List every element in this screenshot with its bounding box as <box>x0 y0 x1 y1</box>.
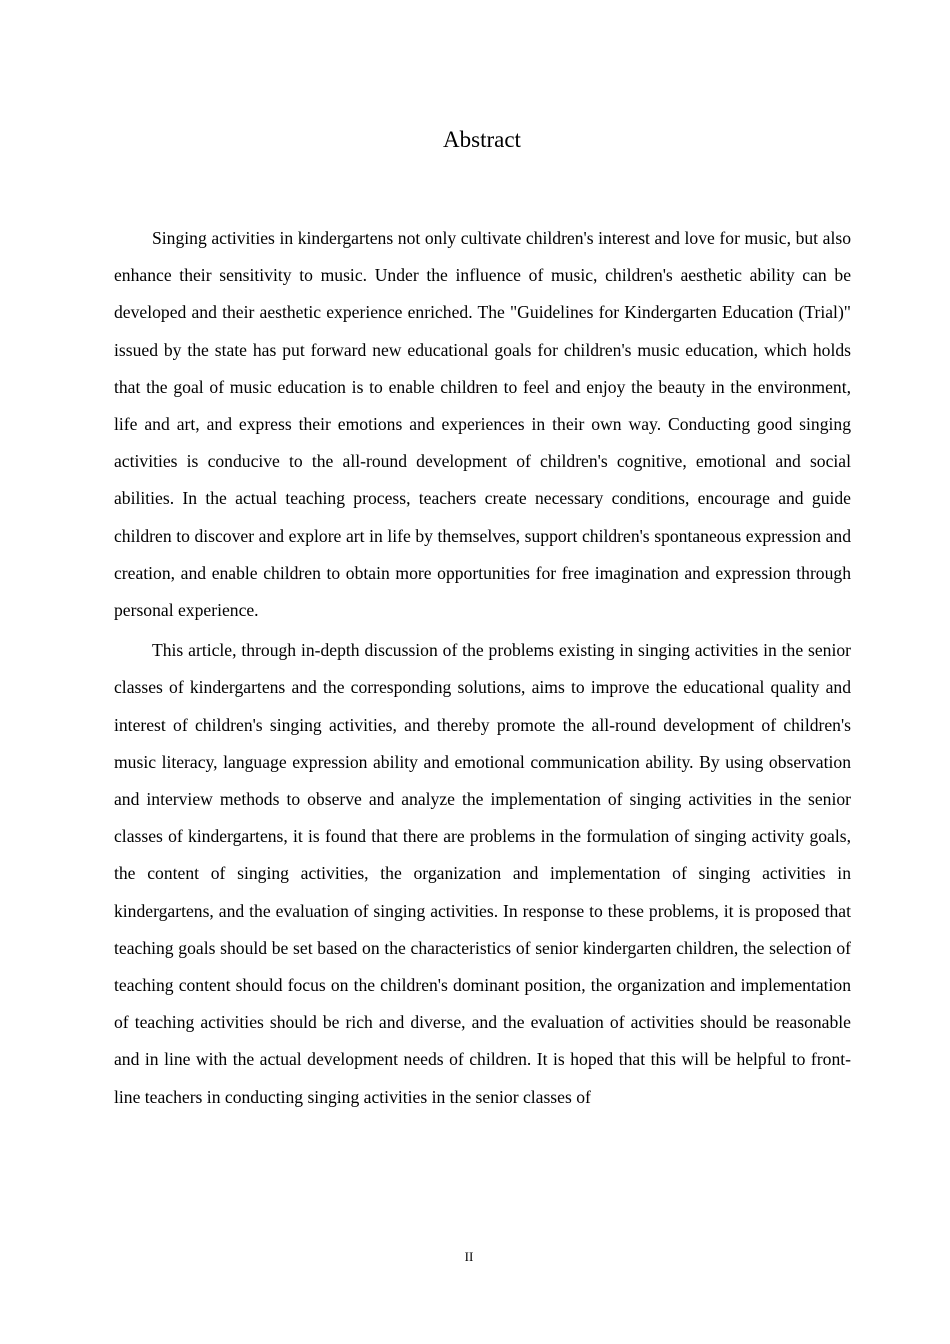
abstract-body <box>114 220 851 1119</box>
abstract-paragraph-1: Singing activities in kindergartens not only cultivate children's interest and love for music, but also enhance their sensitivity to music. Under the influence of music, children's aesthetic ability can be developed and their aesthetic experience enriched. The "Guidelines for Kindergarten Education (Trial)" issued by the state has put forward new educational goals for children's music education, which holds that the goal of music education is to enable children to feel and enjoy the beauty in the environment, life and art, and express their emotions and experiences in their own way. Conducting good singing activities is conducive to the all-round development of children's cognitive, emotional and social abilities. In the actual teaching process, teachers create necessary conditions, encourage and guide children to discover and explore art in life by themselves, support children's spontaneous expression and creation, and enable children to obtain more opportunities for free imagination and expression through personal experience. <box>114 228 851 621</box>
page-number: II <box>464 1249 474 1264</box>
abstract-paragraph-2: This article, through in-depth discussion of the problems existing in singing activities in the senior classes of kindergartens and the corresponding solutions, aims to improve the educational quality and interest of children's singing activities, and thereby promote the all-round development of children's music literacy, language expression ability and emotional communication ability. By using observation and interview methods to observe and analyze the implementation of singing activities in the senior classes of kindergartens, it is found that there are problems in the formulation of singing activity goals, the content of singing activities, the organization and implementation of singing activities in kindergartens, and the evaluation of singing activities. In response to these problems, it is proposed that teaching goals should be set based on the characteristics of senior kindergarten children, the selection of teaching content should focus on the children's dominant position, the organization and implementation of teaching activities should be rich and diverse, and the evaluation of activities should be reasonable and in line with the actual development needs of children. It is hoped that this will be helpful to front-line teachers in conducting singing activities in the senior classes of <box>114 640 851 1107</box>
abstract-title: Abstract <box>443 127 521 152</box>
